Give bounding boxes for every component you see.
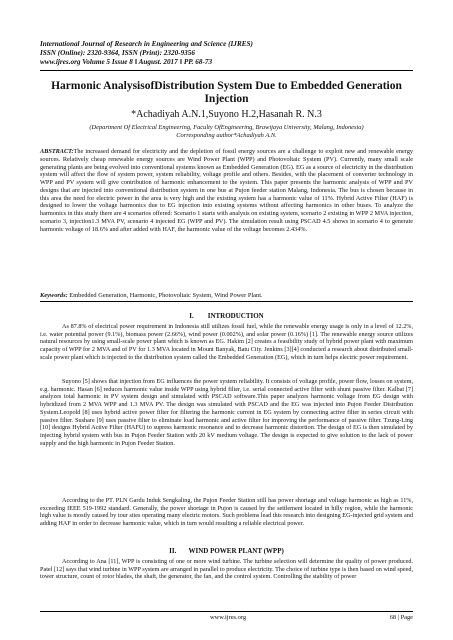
footer-url: www.ijres.org (210, 614, 247, 621)
journal-volume: www.ijres.org Volume 5 Issue 8 ǁ August. 2017 ǁ PP. 68-73 (40, 57, 213, 66)
intro-paragraph-1: As 87.8% of electrical power requirement in Indonesia still utilizes fossil fuel, while the renewable energy usage is only in a level of 12.2%, i.e. water potential power (9.1%), biomass power (2.66%), wind power (0.002%), and solar power (0.16%) [1]. The renewable energy source utilizes natural resources by using small-scale power plant which is known as EG. Hakim [2] creates a feasibility study of hybrid power plant with maximum capacity of WPP for 2 MVA and of PV for 1.3 MVA located in Mount Banyak, Batu City. Jenkins [3][4] conducted a research about distributed small-scale power plant which is injected to the distribution system called the Embedded Generation (EG), which in turn helps electric power requirement. (40, 323, 413, 361)
author-affiliation (40, 124, 413, 140)
keywords-text: Embedded Generation, Harmonic, Photovoltaic System, Wind Power Plant. (67, 292, 263, 299)
journal-name: International Journal of Research in Engineering and Science (IJRES) (40, 40, 253, 48)
page-footer (40, 614, 413, 624)
section-heading-introduction: I. INTRODUCTION (189, 312, 264, 320)
keywords-rule (40, 301, 413, 302)
header-rule (40, 70, 413, 71)
keywords (40, 292, 413, 300)
footer-rule (40, 611, 413, 612)
keywords-label: Keywords: (40, 292, 68, 299)
wpp-paragraph-1: According to Ana [11], WPP is consisting of one or more wind turbine. The turbine selection will determine the quality of power produced. Patel [12] says that wind turbine in WPP system are arranged in parallel to produce electricity. The choice of turbine type is then based on wind speed, tower structure, count of rotor blades, the shaft, the generator, the fan, and the control system. Controlling the stability of power (40, 558, 413, 581)
section-heading-wind-power-plant: II. WIND POWER PLANT (WPP) (169, 547, 284, 555)
corresponding-author: Corresponding author*Achadiyah A.N. (176, 132, 277, 139)
affiliation-text: (Department Of Electrical Engineering, Faculty OfEngineering, Brawijaya University, Malang, Indonesia) (89, 124, 364, 131)
journal-header (40, 40, 420, 66)
abstract-text: The increased demand for electricity and the depletion of fossil energy sources are a challenge to exploit new and renewable energy sources. Relatively cheap renewable energy sources are Wind Power Plant (WPP) and Photovoltaic System (PV). Currently, many small scale generating plants are being evolved into conventional systems known as Embedded Generation (EG). EG as a source of electricity in the distribution system will affect the flow of system power, system reliability, voltage profile and others. Besides, with the placement of converter technology in WPP and PV system will give contribution of harmonic enhancement to the system. This paper presents the harmonic analysis of WPP and PV designs that are injected into conventional distribution system in one bus at Pujon feeder station Malang, Indonesia. The bus is chosen because in this area the need for electric power in the area is very high and the existing system has a harmonic value of 11%. Hybrid Active Filter (HAF) is designed to lower the voltage harmonics due to EG injection into existing systems without affecting harmonics in other buses. To analyze the harmonics in this study there are 4 scenarios offered: Scenario 1 starts with analysis on existing system, scenario 2 existing in WPP 2 MVA injection, scenario 3, injection1.3 MVA PV, scenario 4 injected EG (WPP and PV). The simulation result using PSCAD 4.5 shows in scenario 4 to generate harmonic voltage of 18.6% and after added with HAF, the harmonic value of the voltage becomes 2.434%. (40, 148, 413, 233)
journal-issn: ISSN (Online): 2320-9364, ISSN (Print): 2320-9356 (40, 49, 195, 57)
intro-paragraph-3: According to the PT. PLN Gardu Induk Sengkaling, the Pujon Feeder Station still has power shortage and voltage harmonic as high as 11%, exceeding IEEE 519-1992 standard. Generally, the power shortage in Pujon is caused by the settlement located in hilly region, while the harmonic high value is mostly caused by tour sites operating many electric motors. Such problems lead this research into designing EG-injected grid system and adding HAF in order to decrease harmonic value, which in turn would resulting a reliable electrical power. (40, 497, 413, 528)
paper-authors: *Achadiyah A.N.1,Suyono H.2,Hasanah R. N.3 (131, 109, 322, 120)
abstract (40, 148, 413, 233)
abstract-label: ABSTRACT: (40, 148, 74, 155)
paper-title: Harmonic AnalysisofDistribution System Due to Embedded Generation Injection (51, 80, 402, 105)
footer-page-number: 68 | Page (389, 614, 413, 621)
intro-paragraph-2: Suyono [5] shows that injection from EG influences the power system reliability. It consists of voltage profile, power flow, losses on system, e.g. harmonic. Hasan [6] reduces harmonic value inside WPP using hybrid filter, i.e. serial connected active filter with shunt passive filter. Kalbat [7] analyzes total harmonic in PV system design and simulated with PSCAD software.This paper analyzes harmonic voltage from EG design with hybridized from 2 MVA WPP and 1.3 MVA PV. The design was simulated with PSCAD and the EG was injected into Pujon Feeder Distribution System.Leopold [8] uses hybrid active power filter for filtering the harmonic current in EG system by connecting active filter in series circuit with passive filter. Sushare [9] uses passive filter to eliminate load harmonic and active filter for improving the performance of passive filter. Tzung-Ling [10] designs Hybrid Active Filter (HAFU) to supress harmonic resonance and to decrease harmonic distortion. The design of EG is then simulated by injecting hybrid system with bus in Pujon Feeder Station with 20 kV medium voltage. The design is expected to give solution to the lack of power supply and the high harmonic in Pujon Feeder Station. (40, 378, 413, 447)
